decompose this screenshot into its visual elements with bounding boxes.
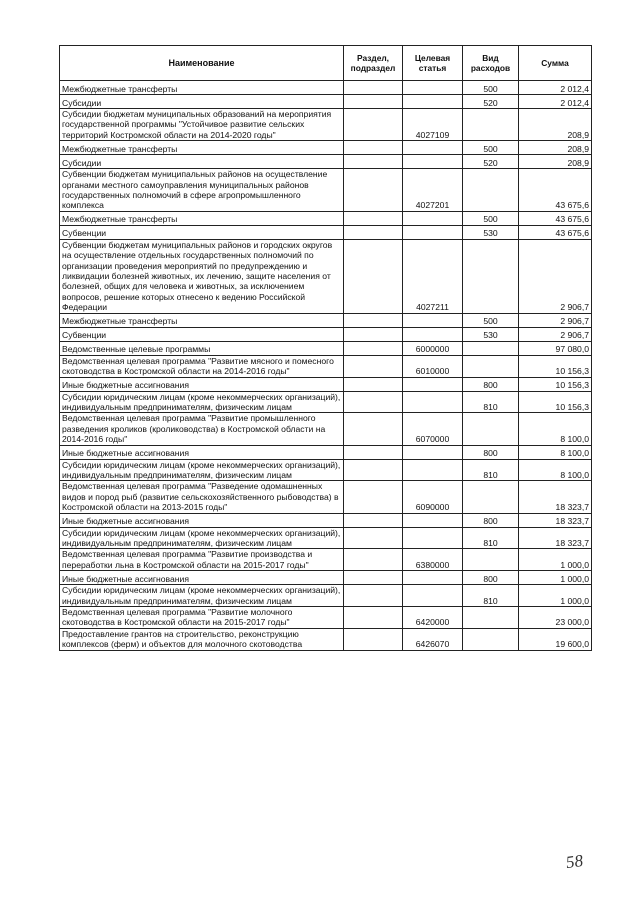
row-sum: 2 906,7 <box>519 239 592 313</box>
row-type <box>463 169 519 212</box>
header-sum: Сумма <box>519 46 592 81</box>
row-sum: 1 000,0 <box>519 571 592 585</box>
row-sum: 2 906,7 <box>519 313 592 327</box>
row-sum: 18 323,7 <box>519 513 592 527</box>
row-sum: 10 156,3 <box>519 391 592 413</box>
header-name: Наименование <box>60 46 344 81</box>
row-sum: 8 100,0 <box>519 445 592 459</box>
row-sum: 23 000,0 <box>519 607 592 629</box>
table-row <box>60 377 592 391</box>
table-row <box>60 585 592 607</box>
row-name: Иные бюджетные ассигнования <box>60 513 344 527</box>
row-article <box>403 155 463 169</box>
row-type <box>463 239 519 313</box>
row-section <box>344 169 403 212</box>
row-section <box>344 391 403 413</box>
row-name: Ведомственная целевая программа "Развитие молочного скотоводства в Костромской области на 2015-2017 годы" <box>60 607 344 629</box>
row-section <box>344 239 403 313</box>
row-sum: 18 323,7 <box>519 481 592 513</box>
row-name: Иные бюджетные ассигнования <box>60 445 344 459</box>
row-sum: 43 675,6 <box>519 169 592 212</box>
row-name: Субвенции бюджетам муниципальных районов и городских округов на осуществление отдельных государственных полномочий по организации проведения мероприятий по предупреждению и ликвидации болезней животных, их лечению, защите населения от болезней, общих для человека и животных, за исключением вопросов, решение которых отнесено к ведению Российской Федерации <box>60 239 344 313</box>
table-row <box>60 109 592 141</box>
row-type <box>463 413 519 445</box>
table-row <box>60 413 592 445</box>
row-name: Межбюджетные трансферты <box>60 313 344 327</box>
row-sum: 2 012,4 <box>519 81 592 95</box>
table-row <box>60 549 592 571</box>
row-article <box>403 445 463 459</box>
row-sum: 43 675,6 <box>519 211 592 225</box>
row-sum: 208,9 <box>519 109 592 141</box>
header-section: Раздел, подраздел <box>344 46 403 81</box>
row-name: Субсидии бюджетам муниципальных образований на мероприятия государственной программы "Устойчивое развитие сельских территорий Костромской области на 2014-2020 годы" <box>60 109 344 141</box>
row-article <box>403 377 463 391</box>
row-article <box>403 81 463 95</box>
budget-table <box>59 45 592 651</box>
row-type: 520 <box>463 95 519 109</box>
row-section <box>344 413 403 445</box>
row-article <box>403 571 463 585</box>
table-row <box>60 513 592 527</box>
row-type: 500 <box>463 141 519 155</box>
header-type: Вид расходов <box>463 46 519 81</box>
row-type: 810 <box>463 459 519 481</box>
row-article: 6070000 <box>403 413 463 445</box>
row-name: Межбюджетные трансферты <box>60 81 344 95</box>
row-name: Субвенции бюджетам муниципальных районов на осуществление органами местного самоуправления муниципальных районов государственных полномочий в сфере агропромышленного комплекса <box>60 169 344 212</box>
row-sum: 8 100,0 <box>519 459 592 481</box>
row-article: 4027201 <box>403 169 463 212</box>
table-row <box>60 313 592 327</box>
table-row <box>60 239 592 313</box>
row-name: Субсидии <box>60 155 344 169</box>
row-type: 500 <box>463 313 519 327</box>
row-article <box>403 141 463 155</box>
table-row <box>60 341 592 355</box>
row-type: 500 <box>463 211 519 225</box>
row-type: 810 <box>463 391 519 413</box>
row-article: 6010000 <box>403 355 463 377</box>
row-type <box>463 628 519 650</box>
row-section <box>344 341 403 355</box>
row-article <box>403 513 463 527</box>
row-type: 530 <box>463 327 519 341</box>
row-section <box>344 513 403 527</box>
row-type: 800 <box>463 445 519 459</box>
table-row <box>60 95 592 109</box>
row-type: 800 <box>463 513 519 527</box>
table-row <box>60 445 592 459</box>
row-section <box>344 313 403 327</box>
row-section <box>344 571 403 585</box>
row-sum: 10 156,3 <box>519 355 592 377</box>
table-row <box>60 628 592 650</box>
row-name: Ведомственная целевая программа "Развитие промышленного разведения кроликов (кролиководства) в Костромской области на 2014-2016 годы" <box>60 413 344 445</box>
row-type <box>463 341 519 355</box>
row-sum: 208,9 <box>519 141 592 155</box>
row-type: 810 <box>463 585 519 607</box>
row-name: Межбюджетные трансферты <box>60 211 344 225</box>
table-row <box>60 155 592 169</box>
row-sum: 2 012,4 <box>519 95 592 109</box>
row-type <box>463 607 519 629</box>
row-article <box>403 225 463 239</box>
row-section <box>344 211 403 225</box>
row-name: Ведомственная целевая программа "Разведение одомашненных видов и пород рыб (развитие сельскохозяйственного рыбоводства) в Костромской области на 2013-2015 годы" <box>60 481 344 513</box>
table-row <box>60 81 592 95</box>
row-type: 500 <box>463 81 519 95</box>
row-type <box>463 481 519 513</box>
row-section <box>344 225 403 239</box>
table-row <box>60 481 592 513</box>
table-row <box>60 169 592 212</box>
row-type: 810 <box>463 527 519 549</box>
row-sum: 2 906,7 <box>519 327 592 341</box>
row-section <box>344 585 403 607</box>
row-type <box>463 355 519 377</box>
row-type <box>463 109 519 141</box>
row-section <box>344 445 403 459</box>
table-row <box>60 327 592 341</box>
table-row <box>60 459 592 481</box>
row-sum: 10 156,3 <box>519 377 592 391</box>
row-article: 6380000 <box>403 549 463 571</box>
row-sum: 43 675,6 <box>519 225 592 239</box>
row-section <box>344 95 403 109</box>
table-row <box>60 607 592 629</box>
row-article <box>403 459 463 481</box>
row-section <box>344 549 403 571</box>
table-row <box>60 211 592 225</box>
row-section <box>344 109 403 141</box>
row-article: 4027109 <box>403 109 463 141</box>
row-name: Иные бюджетные ассигнования <box>60 571 344 585</box>
row-article <box>403 527 463 549</box>
header-article: Целевая статья <box>403 46 463 81</box>
row-article: 6420000 <box>403 607 463 629</box>
row-name: Иные бюджетные ассигнования <box>60 377 344 391</box>
row-section <box>344 81 403 95</box>
row-section <box>344 141 403 155</box>
row-name: Предоставление грантов на строительство, реконструкцию комплексов (ферм) и объектов для молочного скотоводства <box>60 628 344 650</box>
row-name: Межбюджетные трансферты <box>60 141 344 155</box>
row-section <box>344 355 403 377</box>
row-section <box>344 377 403 391</box>
row-section <box>344 459 403 481</box>
row-sum: 97 080,0 <box>519 341 592 355</box>
row-article <box>403 391 463 413</box>
table-row <box>60 571 592 585</box>
row-article: 6000000 <box>403 341 463 355</box>
row-article <box>403 95 463 109</box>
row-name: Субсидии <box>60 95 344 109</box>
table-row <box>60 225 592 239</box>
table-row <box>60 527 592 549</box>
row-article: 6426070 <box>403 628 463 650</box>
row-section <box>344 607 403 629</box>
row-sum: 1 000,0 <box>519 549 592 571</box>
row-sum: 8 100,0 <box>519 413 592 445</box>
row-article: 4027211 <box>403 239 463 313</box>
row-name: Субсидии юридическим лицам (кроме некоммерческих организаций), индивидуальным предпринимателям, физическим лицам <box>60 585 344 607</box>
row-name: Субсидии юридическим лицам (кроме некоммерческих организаций), индивидуальным предпринимателям, физическим лицам <box>60 527 344 549</box>
row-name: Субсидии юридическим лицам (кроме некоммерческих организаций), индивидуальным предпринимателям, физическим лицам <box>60 391 344 413</box>
row-name: Ведомственная целевая программа "Развитие производства и переработки льна в Костромской области на 2015-2017 годы" <box>60 549 344 571</box>
table-row <box>60 141 592 155</box>
row-section <box>344 527 403 549</box>
row-sum: 208,9 <box>519 155 592 169</box>
row-name: Субвенции <box>60 327 344 341</box>
row-article <box>403 327 463 341</box>
row-section <box>344 628 403 650</box>
row-type: 530 <box>463 225 519 239</box>
row-sum: 19 600,0 <box>519 628 592 650</box>
row-name: Субсидии юридическим лицам (кроме некоммерческих организаций), индивидуальным предпринимателям, физическим лицам <box>60 459 344 481</box>
row-article <box>403 313 463 327</box>
row-section <box>344 155 403 169</box>
row-section <box>344 481 403 513</box>
row-sum: 18 323,7 <box>519 527 592 549</box>
row-type <box>463 549 519 571</box>
row-type: 520 <box>463 155 519 169</box>
row-name: Ведомственные целевые программы <box>60 341 344 355</box>
page-number: 58 <box>564 850 585 873</box>
table-body <box>60 81 592 651</box>
row-article <box>403 585 463 607</box>
table-header-row <box>60 46 592 81</box>
row-article: 6090000 <box>403 481 463 513</box>
table-row <box>60 355 592 377</box>
row-name: Субвенции <box>60 225 344 239</box>
row-type: 800 <box>463 571 519 585</box>
row-article <box>403 211 463 225</box>
row-type: 800 <box>463 377 519 391</box>
table-row <box>60 391 592 413</box>
row-sum: 1 000,0 <box>519 585 592 607</box>
row-name: Ведомственная целевая программа "Развитие мясного и помесного скотоводства в Костромской области на 2014-2016 годы" <box>60 355 344 377</box>
row-section <box>344 327 403 341</box>
